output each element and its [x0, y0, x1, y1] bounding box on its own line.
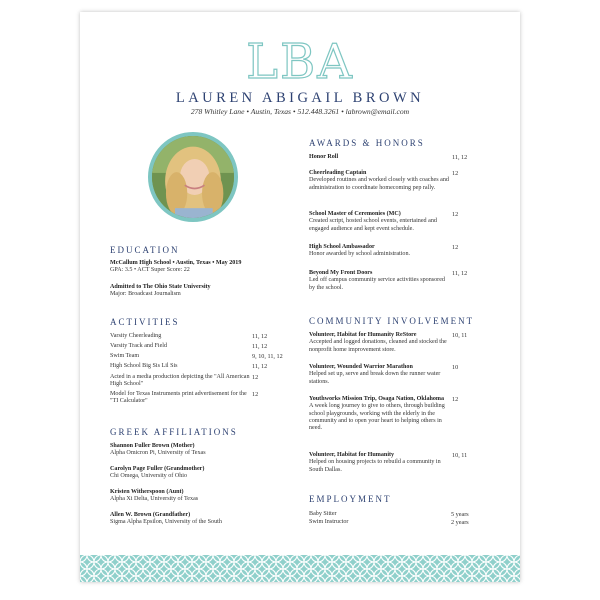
education-scores: GPA: 3.5 • ACT Super Score: 22 — [110, 267, 190, 274]
education-entry — [110, 284, 300, 299]
community-years: 10 — [452, 364, 459, 371]
community-item — [309, 452, 449, 474]
award-name: Beyond My Front Doors — [309, 270, 373, 276]
employment-item: Swim Instructor — [309, 519, 349, 525]
education-title: EDUCATION — [110, 245, 180, 255]
activity-years: 11, 12 — [252, 333, 268, 340]
award-years: 11, 12 — [452, 154, 468, 161]
community-item — [309, 332, 449, 354]
community-years: 10, 11 — [452, 452, 468, 459]
greek-item — [110, 512, 300, 527]
award-name: Cheerleading Captain — [309, 170, 367, 176]
award-years: 12 — [452, 170, 459, 177]
community-title: COMMUNITY INVOLVEMENT — [309, 316, 475, 326]
education-admission: Admitted to The Ohio State University — [110, 284, 211, 290]
activity-item: Varsity Track and Field — [110, 343, 168, 349]
activities-title: ACTIVITIES — [110, 317, 180, 327]
activity-years: 12 — [252, 391, 259, 398]
greek-title: GREEK AFFILIATIONS — [110, 427, 238, 437]
community-detail: Accepted and logged donations, cleaned and stocked the nonprofit home improvement store. — [309, 339, 447, 353]
education-major: Major: Broadcast Journalism — [110, 291, 181, 298]
activity-years: 11, 12 — [252, 343, 268, 350]
award-name: School Master of Ceremonies (MC) — [309, 211, 401, 217]
community-name: Volunteer, Wounded Warrior Marathon — [309, 364, 413, 370]
award-detail: Honor awarded by school administration. — [309, 251, 411, 258]
activity-years: 12 — [252, 374, 259, 381]
resume-page — [80, 12, 520, 582]
greek-detail: Alpha Xi Delta, University of Texas — [110, 496, 199, 503]
greek-name: Allen W. Brown (Grandfather) — [110, 512, 191, 518]
footer-pattern — [80, 555, 520, 582]
greek-detail: Sigma Alpha Epsilon, University of the South — [110, 519, 222, 526]
community-detail: Helped set up, serve and break down the runner water stations. — [309, 371, 441, 385]
awards-title: AWARDS & HONORS — [309, 138, 425, 148]
award-years: 11, 12 — [452, 270, 468, 277]
award-years: 12 — [452, 211, 459, 218]
activity-item: High School Big Sis Lil Sis — [110, 363, 178, 369]
greek-detail: Alpha Omicron Pi, University of Texas — [110, 450, 206, 457]
employment-item: Baby Sitter — [309, 511, 337, 517]
community-years: 12 — [452, 396, 459, 403]
community-detail: A week long journey to give to others, through building school playgrounds, working with the elderly in the community and to open your heart to helping others in need. — [309, 403, 445, 432]
monogram: LBA — [246, 34, 354, 90]
activity-item: Model for Texas Instruments print advertisement for the "TI Calculator" — [110, 391, 247, 405]
community-name: Youthworks Mission Trip, Osaga Nation, Oklahoma — [309, 396, 445, 402]
award-item — [309, 270, 449, 292]
profile-photo — [148, 132, 238, 222]
footer-pattern-graphic — [80, 555, 520, 582]
greek-name: Shannon Fuller Brown (Mother) — [110, 443, 195, 449]
community-item — [309, 396, 449, 432]
community-name: Volunteer, Habitat for Humanity ReStore — [309, 332, 417, 338]
community-detail: Helped on housing projects to rebuild a community in South Dallas. — [309, 459, 441, 473]
award-detail: Led off campus community service activities sponsored by the school. — [309, 277, 445, 291]
greek-detail: Chi Omega, University of Ohio — [110, 473, 188, 480]
employment-years: 2 years — [451, 519, 469, 526]
community-name: Volunteer, Habitat for Humanity — [309, 452, 395, 458]
employment-title: EMPLOYMENT — [309, 494, 392, 504]
education-entry — [110, 260, 300, 275]
award-item — [309, 211, 449, 233]
award-detail: Developed routines and worked closely with coaches and administration to coordinate homecoming pep rally. — [309, 177, 449, 191]
award-item — [309, 170, 449, 192]
award-name: Honor Roll — [309, 154, 339, 160]
community-item — [309, 364, 449, 386]
greek-item — [110, 443, 300, 458]
activity-years: 11, 12 — [252, 363, 268, 370]
activity-years: 9, 10, 11, 12 — [252, 353, 283, 360]
greek-item — [110, 466, 300, 481]
award-detail: Created script, hosted school events, entertained and engaged audience and kept event schedule. — [309, 218, 437, 232]
activity-item: Acted in a media production depicting the "All American High School" — [110, 374, 250, 388]
activity-item: Varsity Cheerleading — [110, 333, 162, 339]
community-years: 10, 11 — [452, 332, 468, 339]
employment-years: 5 years — [451, 511, 469, 518]
education-school: McCallum High School • Austin, Texas • May 2019 — [110, 260, 242, 266]
greek-item — [110, 489, 300, 504]
activity-item: Swim Team — [110, 353, 140, 359]
full-name: LAUREN ABIGAIL BROWN — [175, 90, 425, 106]
contact-line: 278 Whitley Lane • Austin, Texas • 512.448.3261 • labrown@email.com — [190, 107, 410, 116]
greek-name: Kristen Witherspoon (Aunt) — [110, 489, 184, 495]
greek-name: Carolyn Page Fuller (Grandmother) — [110, 466, 205, 472]
award-name: High School Ambassador — [309, 244, 375, 250]
award-years: 12 — [452, 244, 459, 251]
award-item — [309, 244, 449, 259]
